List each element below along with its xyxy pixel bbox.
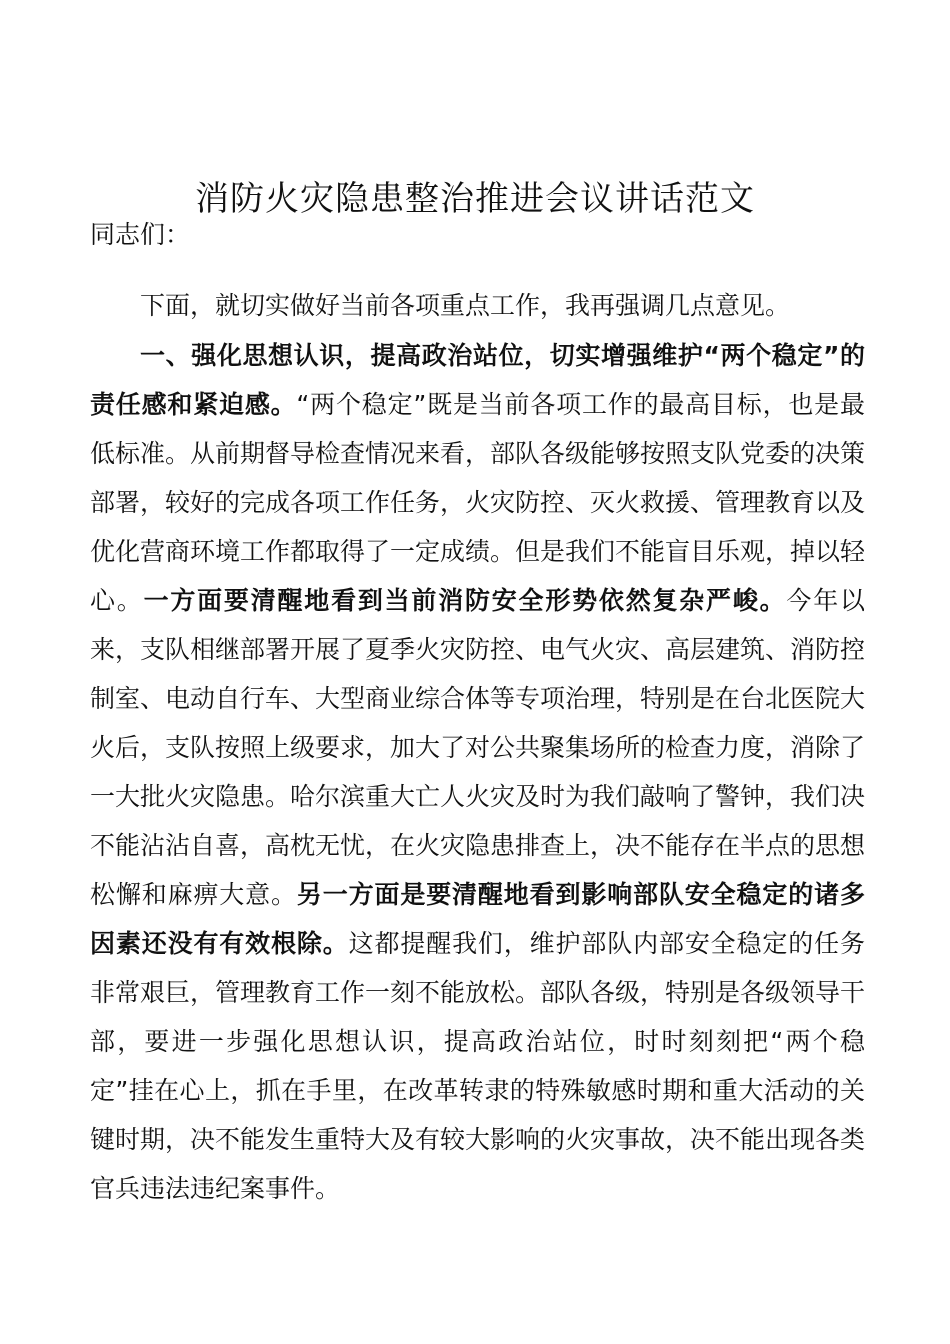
section-1-bold-point-2: 另一方面是要清醒地看到影响部队安全稳定的诸多因素还没有有效根除。 [90, 880, 865, 958]
section-1-text-2: 今年以来，支队相继部署开展了夏季火灾防控、电气火灾、高层建筑、消防控制室、电动自行车、大型商业综合体等专项治理，特别是在台北医院大火后，支队按照上级要求，加大了对公共聚集场所的检查力度，消除了一大批火灾隐患。哈尔滨重大亡人火灾及时为我们敲响了警钟，我们决不能沾沾自喜，高枕无忧，在火灾隐患排查上，决不能存在半点的思想松懈和麻痹大意。 [90, 586, 866, 909]
section-1-heading: 一、强化思想认识，提高政治站位，切实增强维护“两个稳定”的责任感和紧迫感。 [90, 341, 865, 419]
section-1-text-1: “两个稳定”既是当前各项工作的最高目标，也是最低标准。从前期督导检查情况来看，部队各级能够按照支队党委的决策部署，较好的完成各项工作任务，火灾防控、灭火救援、管理教育以及优化营商环境工作都取得了一定成绩。但是我们不能盲目乐观，掉以轻心。 [90, 390, 866, 615]
section-1-text-3: 这都提醒我们，维护部队内部安全稳定的任务非常艰巨，管理教育工作一刻不能放松。部队各级，特别是各级领导干部，要进一步强化思想认识，提高政治站位，时时刻刻把“两个稳定”挂在心上，抓在手里，在改革转隶的特殊敏感时期和重大活动的关键时期，决不能发生重特大及有较大影响的火灾事故，决不能出现各类官兵违法违纪案事件。 [90, 929, 866, 1203]
intro-paragraph: 下面，就切实做好当前各项重点工作，我再强调几点意见。 [140, 291, 791, 320]
salutation: 同志们： [90, 220, 191, 249]
section-1-bold-point-1: 一方面要清醒地看到当前消防安全形势依然复杂严峻。 [143, 586, 787, 615]
document-title: 消防火灾隐患整治推进会议讲话范文 [195, 179, 755, 219]
section-1-paragraph [90, 331, 865, 1213]
